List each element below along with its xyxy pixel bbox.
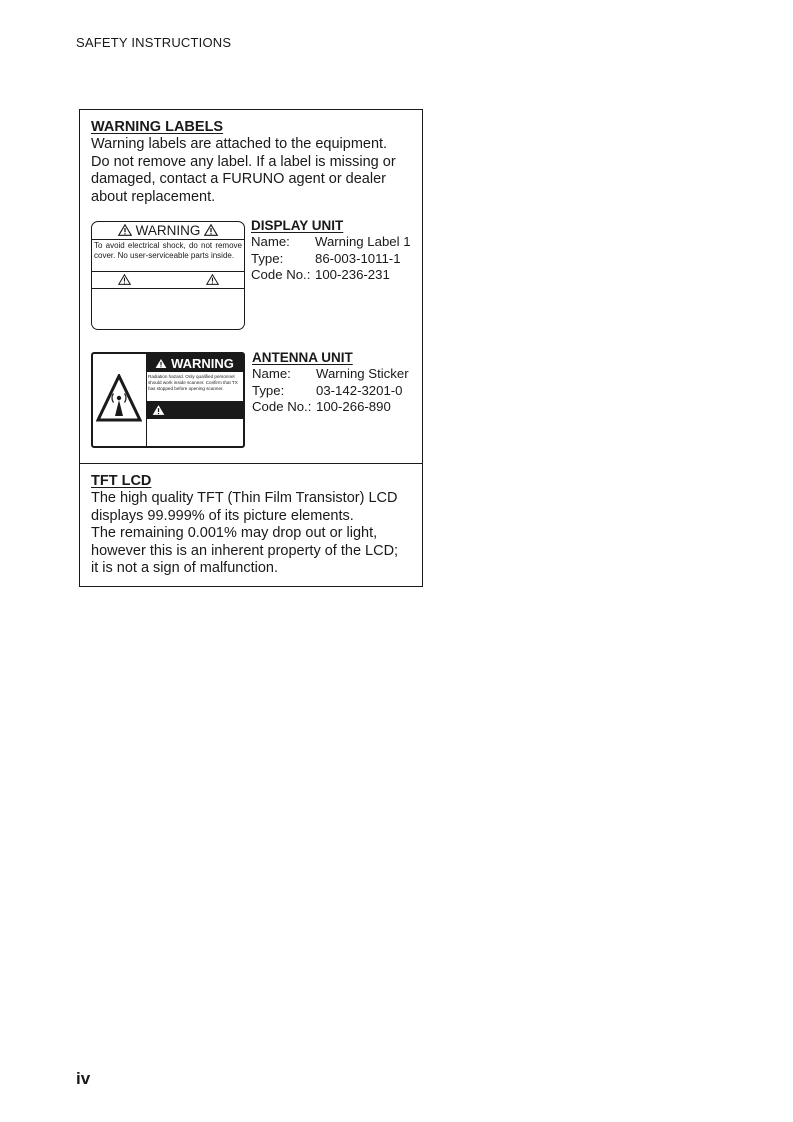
display-unit-heading: DISPLAY UNIT (251, 218, 344, 233)
warning-triangle-icon (118, 224, 132, 236)
display-label-text: To avoid electrical shock, do not remove cover. No user-serviceable parts inside. (94, 241, 242, 260)
antenna-unit-info (252, 350, 409, 415)
warning-triangle-icon (152, 404, 165, 416)
tft-lcd-heading: TFT LCD (91, 473, 152, 489)
display-warning-label (91, 221, 245, 330)
display-unit-info (251, 218, 411, 283)
warning-labels-intro: Warning labels are attached to the equipment. Do not remove any label. If a label is missing or damaged, contact a FURUNO agent or dealer about replacement. (91, 136, 396, 205)
divider (92, 239, 244, 240)
info-row: Code No.: 100-266-890 (252, 398, 391, 414)
page-header: SAFETY INSTRUCTIONS (76, 35, 232, 50)
warning-triangle-icon (204, 224, 218, 236)
antenna-label-text: Radiation hazard. Only qualified personnel should work inside scanner. Confirm that TX has stopped before opening scanner. (148, 374, 238, 391)
radiation-warning-icon (96, 374, 142, 422)
info-row: Name: Warning Label 1 (251, 234, 411, 250)
page-number: iv (76, 1069, 91, 1088)
antenna-label-band (146, 401, 243, 419)
info-row: Type: 86-003-1011-1 (251, 250, 401, 266)
info-row: Type: 03-142-3201-0 (252, 382, 403, 398)
warning-triangle-icon (118, 274, 131, 285)
warning-triangle-icon (206, 274, 219, 285)
antenna-unit-heading: ANTENNA UNIT (252, 350, 353, 365)
antenna-label-title: WARNING (146, 354, 243, 372)
tft-lcd-section (79, 463, 423, 587)
display-label-title: WARNING (92, 223, 244, 238)
info-row: Name: Warning Sticker (252, 366, 409, 382)
divider (92, 271, 244, 272)
divider (92, 288, 244, 289)
tft-lcd-text: The high quality TFT (Thin Film Transistor) LCD displays 99.999% of its picture elements. The remaining 0.001% may drop out or light, however this is an inherent property of the LCD; it is not a sign of malfunction. (91, 490, 399, 576)
warning-labels-section (79, 109, 423, 464)
info-row: Code No.: 100-236-231 (251, 266, 390, 282)
antenna-warning-sticker (91, 352, 245, 448)
warning-triangle-icon (155, 358, 167, 369)
warning-labels-heading: WARNING LABELS (91, 119, 224, 135)
